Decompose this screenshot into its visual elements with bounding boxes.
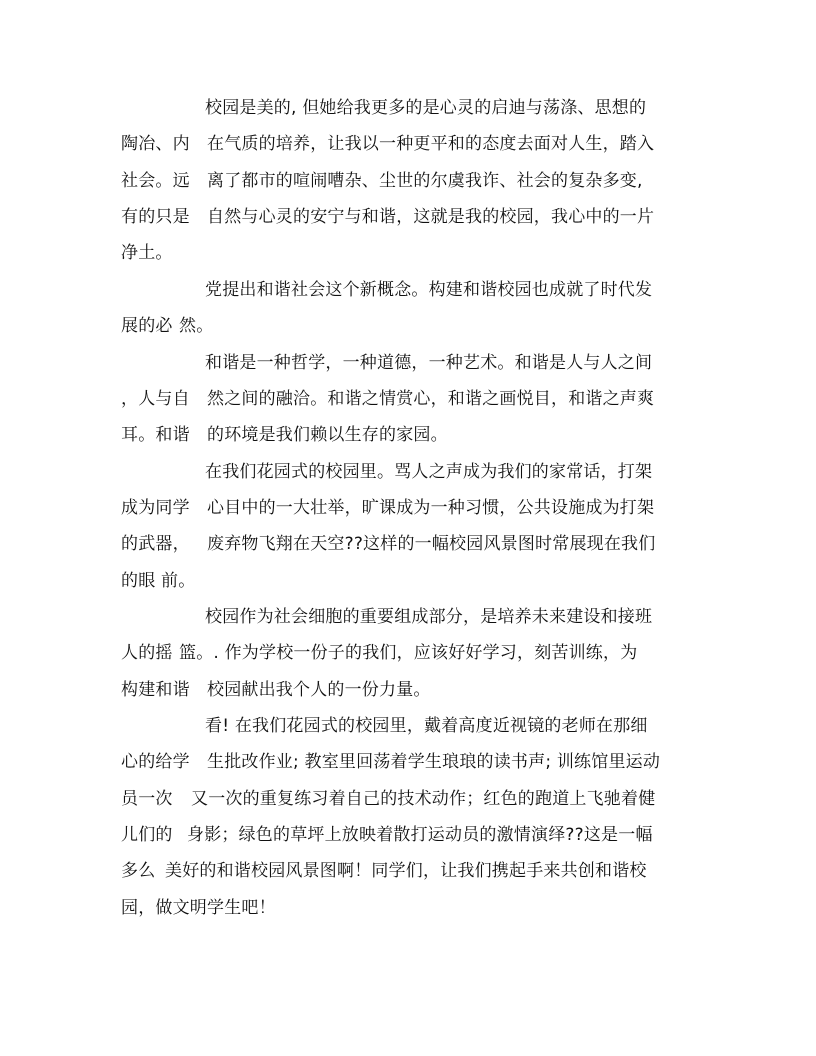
paragraph-5-line-3: 构建和谐 校园献出我个人的一份力量。 bbox=[121, 680, 431, 700]
paragraph-3-line-3: 耳。和谐 的环境是我们赖以生存的家园。 bbox=[121, 425, 448, 445]
paragraph-4-line-4: 的眼 前。 bbox=[121, 571, 196, 591]
paragraph-1-line-4: 有的只是 自然与心灵的安宁与和谐，这就是我的校园，我心中的一片 bbox=[121, 207, 655, 227]
paragraph-1-line-2: 陶冶、内 在气质的培养，让我以一种更平和的态度去面对人生，踏入 bbox=[121, 134, 655, 154]
paragraph-2-line-2: 展的必 然。 bbox=[121, 316, 214, 336]
paragraph-2-line-1: 党提出和谐社会这个新概念。构建和谐校园也成就了时代发 bbox=[205, 280, 653, 300]
paragraph-5-line-1: 校园作为社会细胞的重要组成部分，是培养未来建设和接班 bbox=[205, 607, 653, 627]
paragraph-1-line-3: 社会。远 离了都市的喧闹嘈杂、尘世的尔虞我诈、社会的复杂多变, bbox=[121, 171, 643, 191]
paragraph-4-line-1: 在我们花园式的校园里。骂人之声成为我们的家常话，打架 bbox=[205, 462, 653, 482]
paragraph-4-line-2: 成为同学 心目中的一大壮举，旷课成为一种习惯，公共设施成为打架 bbox=[121, 498, 655, 518]
paragraph-6-line-4: 儿们的 身影；绿色的草坪上放映着散打运动员的激情演绎??这是一幅 bbox=[121, 825, 653, 845]
paragraph-6-line-2: 心的给学 生批改作业; 教室里回荡着学生琅琅的读书声; 训练馆里运动 bbox=[121, 752, 661, 772]
paragraph-6-line-5: 多么 美好的和谐校园风景图啊！同学们，让我们携起手来共创和谐校 bbox=[121, 861, 647, 881]
paragraph-1-line-1: 校园是美的, 但她给我更多的是心灵的启迪与荡涤、思想的 bbox=[205, 98, 647, 118]
paragraph-3-line-1: 和谐是一种哲学，一种道德，一种艺术。和谐是人与人之间 bbox=[205, 353, 653, 373]
paragraph-4-line-3: 的武器， 废弃物飞翔在天空??这样的一幅校园风景图时常展现在我们 bbox=[121, 534, 656, 554]
paragraph-6-line-6: 园，做文明学生吧！ bbox=[121, 898, 276, 918]
paragraph-6-line-3: 员一次 又一次的重复练习着自己的技术动作；红色的跑道上飞驰着健 bbox=[121, 789, 656, 809]
paragraph-3-line-2: ，人与自 然之间的融洽。和谐之情赏心，和谐之画悦目，和谐之声爽 bbox=[121, 389, 655, 409]
paragraph-1-line-5: 净土。 bbox=[121, 243, 173, 263]
paragraph-6-line-1: 看! 在我们花园式的校园里，戴着高度近视镜的老师在那细 bbox=[205, 716, 648, 736]
paragraph-5-line-2: 人的摇 篮。. 作为学校一份子的我们，应该好好学习，刻苦训练，为 bbox=[121, 643, 638, 663]
